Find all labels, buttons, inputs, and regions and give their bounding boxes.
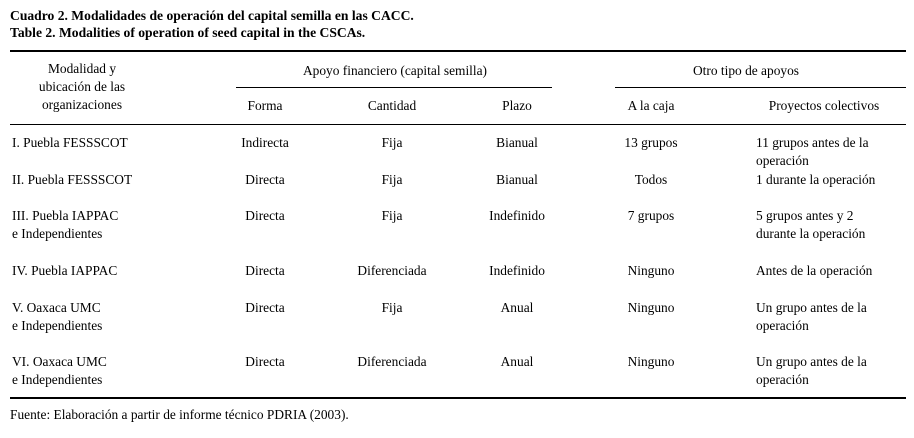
source-note: Fuente: Elaboración a partir de informe técnico PDRIA (2003). — [10, 407, 349, 422]
cell-plazo: Indefinido — [489, 263, 545, 278]
cell-caja: Ninguno — [627, 300, 675, 315]
cell-cantidad: Fija — [381, 172, 403, 187]
cell-proyectos: Antes de la operación — [756, 263, 873, 278]
cell-forma: Directa — [245, 300, 285, 315]
top-rule — [10, 50, 906, 52]
cell-caja: 7 grupos — [627, 208, 675, 223]
cell-caja: 13 grupos — [624, 135, 678, 150]
cell-proyectos: Un grupo antes de la — [756, 354, 867, 369]
cell-plazo: Anual — [500, 354, 534, 369]
group1-rule — [236, 87, 552, 88]
header-group-apoyo-financiero: Apoyo financiero (capital semilla) — [302, 63, 488, 78]
cell-proyectos-line2: operación — [756, 318, 809, 333]
cell-modalidad-line2: e Independientes — [12, 226, 103, 241]
cell-caja: Ninguno — [627, 354, 675, 369]
cell-plazo: Anual — [500, 300, 534, 315]
cell-modalidad: III. Puebla IAPPAC — [12, 208, 119, 223]
cell-proyectos-line2: operación — [756, 372, 809, 387]
cell-modalidad: IV. Puebla IAPPAC — [12, 263, 118, 278]
caption-spanish: Cuadro 2. Modalidades de operación del capital semilla en las CACC. — [10, 8, 414, 23]
cell-modalidad-line2: e Independientes — [12, 318, 103, 333]
cell-cantidad: Fija — [381, 300, 403, 315]
cell-proyectos: Un grupo antes de la — [756, 300, 867, 315]
bottom-rule — [10, 397, 906, 399]
header-modalidad-line3: organizaciones — [41, 97, 123, 112]
cell-caja: Todos — [634, 172, 668, 187]
group2-rule — [615, 87, 906, 88]
cell-modalidad: V. Oaxaca UMC — [12, 300, 101, 315]
cell-cantidad: Fija — [381, 135, 403, 150]
cell-modalidad: I. Puebla FESSSCOT — [12, 135, 128, 150]
cell-proyectos-line2: operación — [756, 153, 809, 168]
cell-modalidad: II. Puebla FESSSCOT — [12, 172, 133, 187]
caption-english: Table 2. Modalities of operation of seed capital in the CSCAs. — [10, 25, 366, 40]
cell-cantidad: Diferenciada — [357, 354, 427, 369]
cell-cantidad: Fija — [381, 208, 403, 223]
cell-caja: Ninguno — [627, 263, 675, 278]
cell-proyectos: 5 grupos antes y 2 — [756, 208, 854, 223]
cell-plazo: Bianual — [496, 172, 538, 187]
cell-plazo: Bianual — [496, 135, 538, 150]
header-group-otro-tipo: Otro tipo de apoyos — [693, 63, 799, 78]
cell-forma: Directa — [245, 172, 285, 187]
cell-forma: Directa — [245, 354, 285, 369]
table-caption — [10, 7, 414, 41]
cell-forma: Indirecta — [241, 135, 289, 150]
cell-forma: Directa — [245, 263, 285, 278]
cell-proyectos: 11 grupos antes de la — [756, 135, 869, 150]
header-proyectos-colectivos: Proyectos colectivos — [768, 98, 880, 113]
header-modalidad-line2: ubicación de las — [38, 79, 126, 94]
header-rule — [10, 124, 906, 125]
cell-proyectos-line2: durante la operación — [756, 226, 866, 241]
header-plazo: Plazo — [502, 98, 532, 113]
header-forma: Forma — [247, 98, 283, 113]
cell-modalidad-line2: e Independientes — [12, 372, 103, 387]
header-modalidad-line1: Modalidad y — [47, 61, 117, 76]
cell-forma: Directa — [245, 208, 285, 223]
cell-proyectos: 1 durante la operación — [756, 172, 876, 187]
header-cantidad: Cantidad — [367, 98, 417, 113]
cell-modalidad: VI. Oaxaca UMC — [12, 354, 107, 369]
cell-cantidad: Diferenciada — [357, 263, 427, 278]
cell-plazo: Indefinido — [489, 208, 545, 223]
header-a-la-caja: A la caja — [627, 98, 675, 113]
